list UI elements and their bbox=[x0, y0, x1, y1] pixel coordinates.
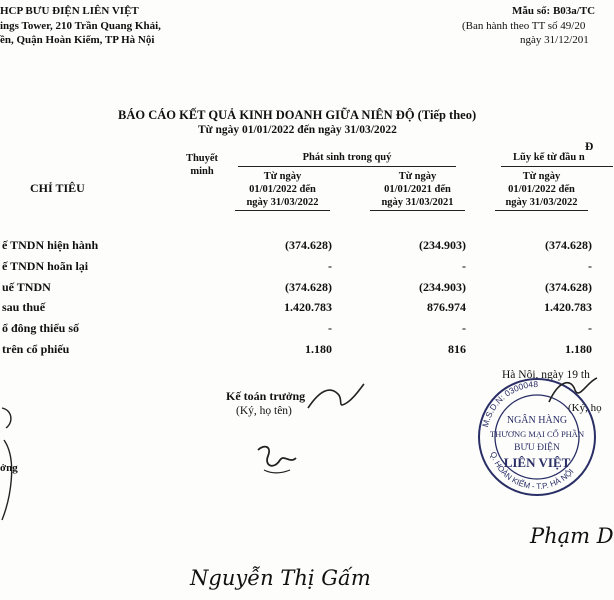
accountant-name: Nguyễn Thị Gấm bbox=[190, 566, 371, 590]
left-signature-fragment bbox=[0, 400, 28, 540]
stamp-line4: LIÊN VIỆT bbox=[503, 455, 571, 470]
row-label: uế TNDN bbox=[2, 280, 51, 294]
form-date: ngày 31/12/201 bbox=[520, 34, 589, 46]
cell-q2022: - bbox=[328, 259, 332, 273]
row-label: ổ đông thiểu số bbox=[2, 321, 80, 335]
company-address-line2: ền, Quận Hoàn Kiếm, TP Hà Nội bbox=[0, 34, 155, 46]
table-row bbox=[0, 319, 600, 339]
report-period: Từ ngày 01/01/2022 đến ngày 31/03/2022 bbox=[198, 124, 397, 136]
row-label: trên cổ phiếu bbox=[2, 342, 70, 356]
accountant-title: Kế toán trưởng bbox=[226, 389, 306, 403]
cell-ytd2022: 1.420.783 bbox=[544, 300, 592, 314]
table-row bbox=[0, 278, 600, 298]
cell-q2022: (374.628) bbox=[285, 238, 332, 252]
cell-q2021: - bbox=[462, 259, 466, 273]
cell-q2021: (234.903) bbox=[419, 280, 466, 294]
cell-q2021: 816 bbox=[448, 342, 466, 356]
cell-ytd2022: - bbox=[588, 259, 592, 273]
table-row bbox=[0, 340, 600, 360]
stamp-ring-top: M.S.D.N: 0300048 bbox=[480, 378, 539, 429]
cell-ytd2022: 1.180 bbox=[565, 342, 592, 356]
table-row bbox=[0, 298, 600, 318]
director-name: Phạm D bbox=[530, 524, 614, 548]
group-quarter-header: Phát sinh trong quý bbox=[232, 151, 462, 167]
row-label: ế TNDN hiện hành bbox=[2, 238, 99, 252]
left-partial-text: ởng bbox=[0, 462, 18, 474]
accountant-initial-mark bbox=[300, 380, 370, 420]
cell-q2022: 1.420.783 bbox=[284, 300, 332, 314]
report-title: BÁO CÁO KẾT QUẢ KINH DOANH GIỮA NIÊN ĐỘ (Tiếp theo) bbox=[118, 108, 477, 122]
row-label: ế TNDN hoãn lại bbox=[2, 259, 89, 273]
report-unit: Đ bbox=[585, 141, 594, 153]
stamp-ring-bottom: Q. HOÀN KIẾM - T.P. HÀ NỘI bbox=[488, 450, 576, 492]
stamp-line3: BƯU ĐIỆN bbox=[514, 443, 560, 453]
right-note: (Ký, họ bbox=[568, 402, 602, 414]
cell-q2021: - bbox=[462, 321, 466, 335]
cell-ytd2022: (374.628) bbox=[545, 238, 592, 252]
cell-q2021: (234.903) bbox=[419, 238, 466, 252]
accountant-signature bbox=[250, 440, 310, 480]
cell-ytd2022: - bbox=[588, 321, 592, 335]
table-row bbox=[0, 236, 600, 256]
cell-ytd2022: (374.628) bbox=[545, 280, 592, 294]
stamp-line2: THƯƠNG MẠI CỔ PHẦN bbox=[489, 429, 585, 439]
company-name: HCP BƯU ĐIỆN LIÊN VIỆT bbox=[0, 5, 139, 17]
accountant-note: (Ký, họ tên) bbox=[236, 405, 292, 417]
director-signature-stroke bbox=[545, 372, 600, 412]
company-address-line1: ings Tower, 210 Trần Quang Khải, bbox=[0, 20, 161, 32]
cell-q2022: (374.628) bbox=[285, 280, 332, 294]
cell-q2021: 876.974 bbox=[427, 300, 466, 314]
form-code: Mẫu số: B03a/TC bbox=[512, 5, 596, 17]
form-issued-by: (Ban hành theo TT số 49/20 bbox=[462, 20, 586, 32]
row-label: sau thuế bbox=[2, 300, 46, 314]
note-header: Thuyết minh bbox=[185, 153, 219, 177]
place-date: Hà Nội, ngày 19 th bbox=[502, 369, 590, 381]
group-ytd-header: Lũy kế từ đầu n bbox=[513, 151, 613, 167]
indicator-header: CHỈ TIÊU bbox=[30, 181, 85, 195]
col-q2022-header: Từ ngày 01/01/2022 đến ngày 31/03/2022 bbox=[225, 170, 340, 211]
cell-q2022: - bbox=[328, 321, 332, 335]
table-row bbox=[0, 257, 600, 277]
col-ytd2022-header: Từ ngày 01/01/2022 đến ngày 31/03/2022 bbox=[489, 170, 594, 211]
stamp-line1: NGÂN HÀNG bbox=[506, 415, 568, 426]
col-q2021-header: Từ ngày 01/01/2021 đến ngày 31/03/2021 bbox=[360, 170, 475, 211]
cell-q2022: 1.180 bbox=[305, 342, 332, 356]
